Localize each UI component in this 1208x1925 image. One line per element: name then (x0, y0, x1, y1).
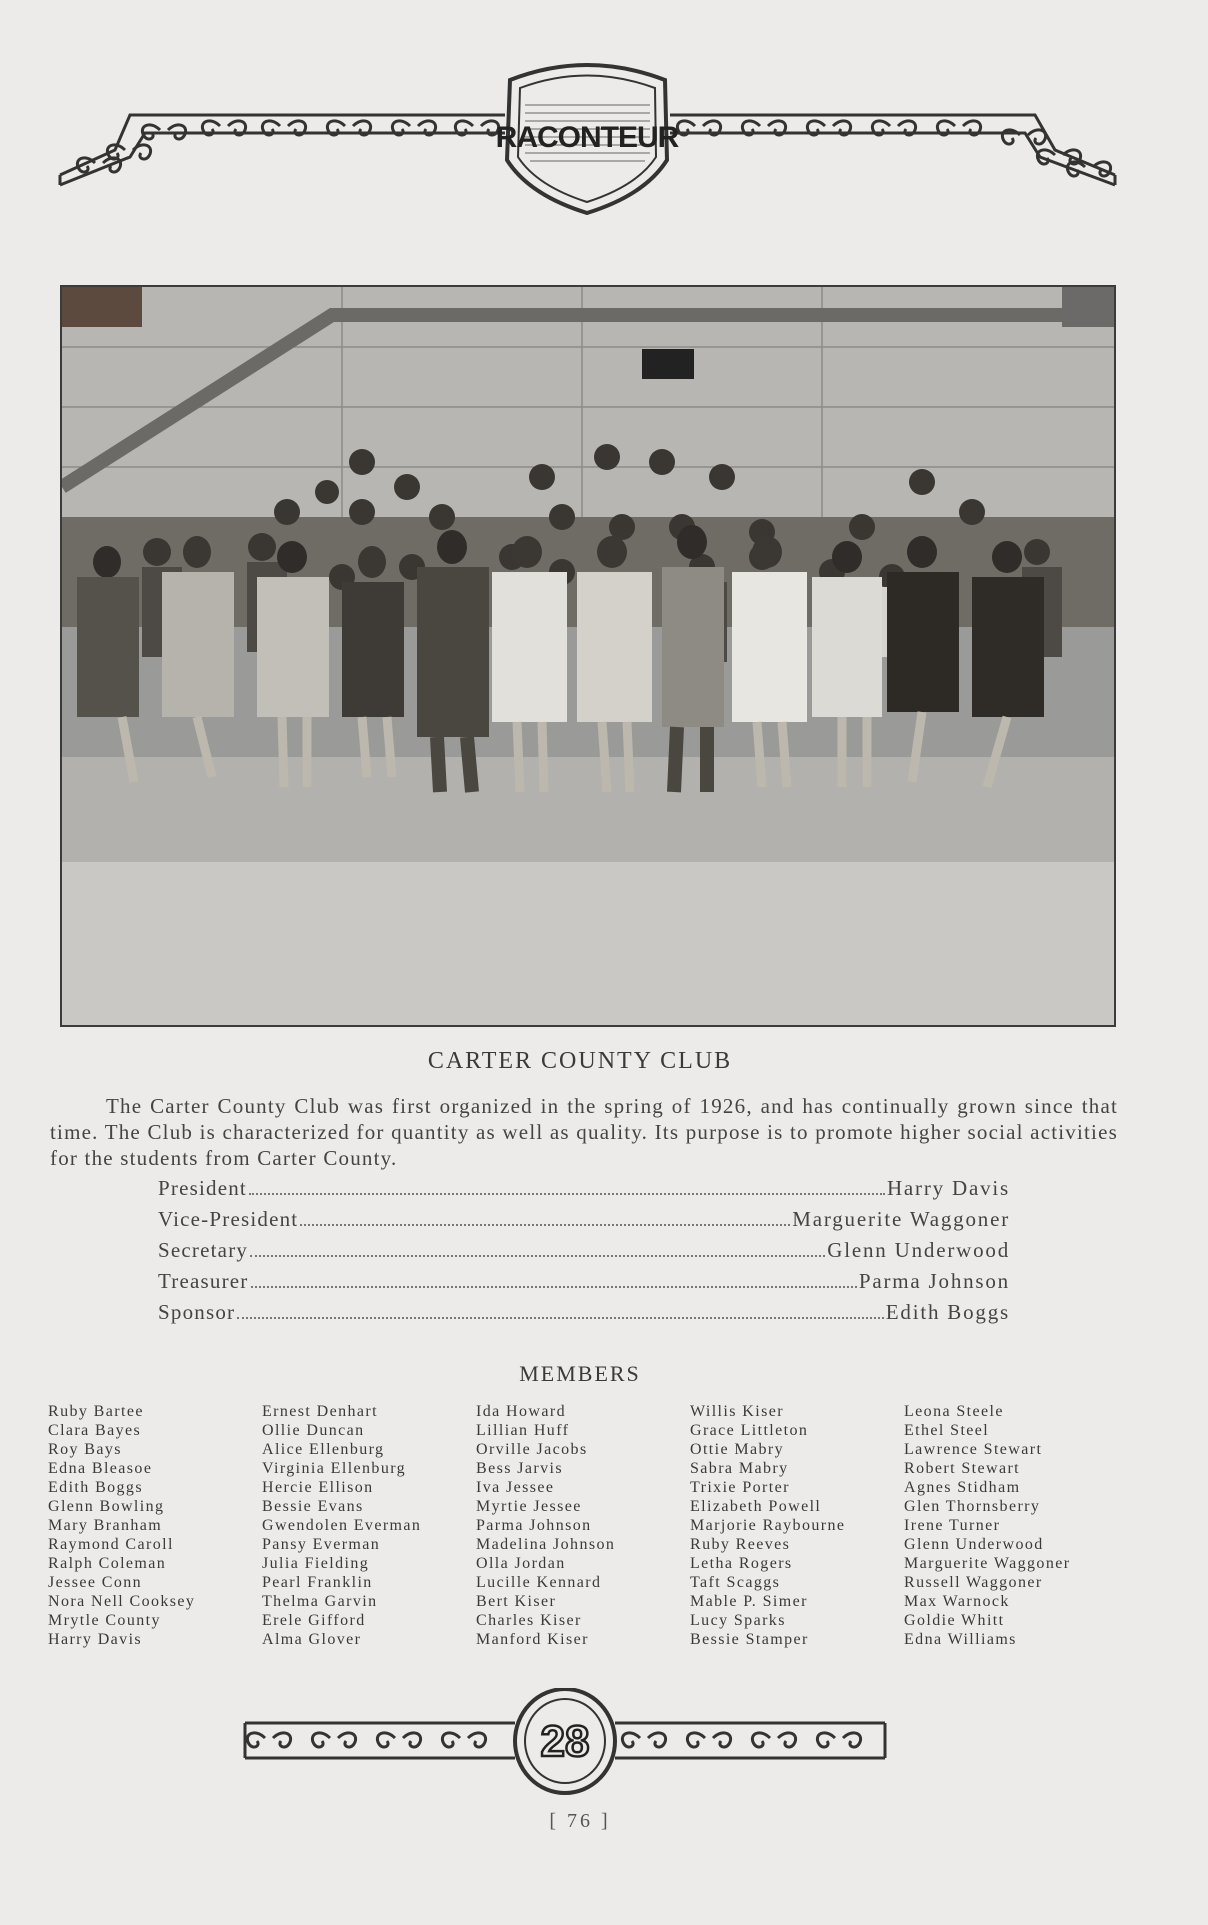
member-name: Sabra Mabry (690, 1460, 789, 1477)
member-name: Robert Stewart (904, 1460, 1021, 1477)
member-name: Gwendolen Everman (262, 1517, 422, 1534)
member-name: Russell Waggoner (904, 1574, 1043, 1591)
ornament-scroll-icon (55, 55, 1120, 215)
officer-name: Marguerite Waggoner (792, 1207, 1010, 1231)
member-name: Ollie Duncan (262, 1422, 365, 1439)
officer-row-treasurer (158, 1269, 1010, 1300)
member-name: Alma Glover (262, 1631, 362, 1648)
member-name: Ida Howard (476, 1403, 566, 1420)
member-name: Marjorie Raybourne (690, 1517, 846, 1534)
club-description: The Carter County Club was first organized in the spring of 1926, and has continually grown since that time. The Club is characterized for quantity as well as quality. Its purpose is to promote higher social activities for the students from Carter County. (50, 1094, 1118, 1170)
member-name: Edna Bleasoe (48, 1460, 153, 1477)
member-name: Lillian Huff (476, 1422, 570, 1439)
member-name: Lucille Kennard (476, 1574, 602, 1591)
member-name: Charles Kiser (476, 1612, 582, 1629)
member-name: Virginia Ellenburg (262, 1460, 407, 1477)
officers-list (158, 1176, 1010, 1331)
member-name: Mary Branham (48, 1517, 163, 1534)
officer-row-vice-president (158, 1207, 1010, 1238)
member-name: Madelina Johnson (476, 1536, 616, 1553)
member-name: Mable P. Simer (690, 1593, 808, 1610)
club-title: CARTER COUNTY CLUB (427, 1048, 733, 1074)
member-name: Olla Jordan (476, 1555, 566, 1572)
dot-leader (249, 1193, 885, 1195)
member-name: Pansy Everman (262, 1536, 381, 1553)
member-name: Glen Thornsberry (904, 1498, 1041, 1515)
ornament-scroll-icon (240, 1688, 890, 1798)
member-name: Trixie Porter (690, 1479, 790, 1496)
officer-row-president (158, 1176, 1010, 1207)
member-name: Lawrence Stewart (904, 1441, 1043, 1458)
member-name: Thelma Garvin (262, 1593, 378, 1610)
dot-leader (300, 1224, 790, 1226)
group-photo (60, 285, 1116, 1027)
member-name: Taft Scaggs (690, 1574, 781, 1591)
officer-row-secretary (158, 1238, 1010, 1269)
dot-leader (250, 1255, 825, 1257)
group-photo-image (62, 287, 1114, 1025)
member-name: Alice Ellenburg (262, 1441, 385, 1458)
officer-role: President (158, 1176, 247, 1200)
member-name: Ethel Steel (904, 1422, 990, 1439)
members-column-2 (262, 1402, 421, 1649)
dot-leader (237, 1317, 884, 1319)
member-name: Manford Kiser (476, 1631, 589, 1648)
officer-role: Vice-President (158, 1207, 299, 1231)
member-name: Glenn Underwood (904, 1536, 1044, 1553)
member-name: Agnes Stidham (904, 1479, 1021, 1496)
member-name: Julia Fielding (262, 1555, 370, 1572)
member-name: Bessie Evans (262, 1498, 364, 1515)
member-name: Irene Turner (904, 1517, 1001, 1534)
dot-leader (251, 1286, 857, 1288)
member-name: Bess Jarvis (476, 1460, 563, 1477)
member-name: Ruby Bartee (48, 1403, 144, 1420)
member-name: Lucy Sparks (690, 1612, 786, 1629)
officer-role: Secretary (158, 1238, 249, 1262)
member-name: Ottie Mabry (690, 1441, 785, 1458)
officer-role: Treasurer (158, 1269, 249, 1293)
member-name: Marguerite Waggoner (904, 1555, 1071, 1572)
member-name: Mrytle County (48, 1612, 161, 1629)
member-name: Nora Nell Cooksey (48, 1593, 196, 1610)
members-column-1 (48, 1402, 195, 1649)
member-name: Edith Boggs (48, 1479, 143, 1496)
member-name: Ruby Reeves (690, 1536, 791, 1553)
officer-role: Sponsor (158, 1300, 236, 1324)
member-name: Iva Jessee (476, 1479, 555, 1496)
member-name: Bert Kiser (476, 1593, 557, 1610)
member-name: Parma Johnson (476, 1517, 592, 1534)
member-name: Elizabeth Powell (690, 1498, 822, 1515)
member-name: Edna Williams (904, 1631, 1017, 1648)
officer-name: Glenn Underwood (827, 1238, 1010, 1262)
member-name: Letha Rogers (690, 1555, 793, 1572)
member-name: Willis Kiser (690, 1403, 784, 1420)
shield-label: RACONTEUR (495, 121, 679, 154)
member-name: Jessee Conn (48, 1574, 143, 1591)
officer-name: Harry Davis (886, 1176, 1010, 1200)
member-name: Max Warnock (904, 1593, 1010, 1610)
header-banner (55, 55, 1120, 215)
members-column-5 (904, 1402, 1070, 1649)
officer-name: Edith Boggs (885, 1300, 1010, 1324)
member-name: Ernest Denhart (262, 1403, 379, 1420)
members-column-3 (476, 1402, 615, 1649)
member-name: Raymond Caroll (48, 1536, 174, 1553)
member-name: Harry Davis (48, 1631, 143, 1648)
member-name: Hercie Ellison (262, 1479, 374, 1496)
footer-banner (240, 1688, 890, 1798)
member-name: Clara Bayes (48, 1422, 142, 1439)
members-column-4 (690, 1402, 845, 1649)
officer-name: Parma Johnson (858, 1269, 1010, 1293)
member-name: Roy Bays (48, 1441, 122, 1458)
member-name: Glenn Bowling (48, 1498, 165, 1515)
members-heading: MEMBERS (519, 1361, 641, 1386)
page-number: [ 76 ] (549, 1810, 611, 1832)
member-name: Myrtie Jessee (476, 1498, 582, 1515)
officer-row-sponsor (158, 1300, 1010, 1331)
member-name: Ralph Coleman (48, 1555, 167, 1572)
member-name: Leona Steele (904, 1403, 1004, 1420)
member-name: Grace Littleton (690, 1422, 809, 1439)
member-name: Bessie Stamper (690, 1631, 809, 1648)
badge-number: 28 (540, 1717, 590, 1766)
member-name: Orville Jacobs (476, 1441, 588, 1458)
member-name: Goldie Whitt (904, 1612, 1005, 1629)
member-name: Erele Gifford (262, 1612, 366, 1629)
member-name: Pearl Franklin (262, 1574, 373, 1591)
